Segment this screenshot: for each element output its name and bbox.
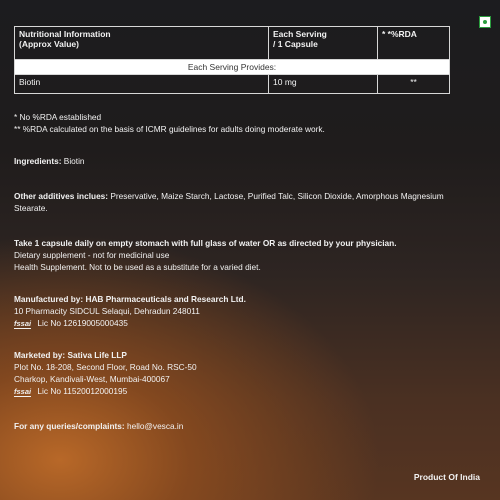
note-icmr: ** %RDA calculated on the basis of ICMR guidelines for adults doing moderate work. bbox=[14, 124, 325, 134]
header-info-line1: Nutritional Information bbox=[19, 29, 111, 39]
fssai-logo-icon: fssai bbox=[14, 319, 32, 328]
table-header-row bbox=[15, 27, 450, 60]
header-serving-line2: / 1 Capsule bbox=[273, 39, 318, 49]
directions-line2: Dietary supplement - not for medicinal use bbox=[14, 250, 170, 260]
manufacturer-address: 10 Pharmacity SIDCUL Selaqui, Dehradun 248011 bbox=[14, 306, 200, 316]
marketer-lic: Lic No 11520012000195 bbox=[37, 386, 128, 396]
additives-line bbox=[14, 190, 454, 214]
nutrient-rda: ** bbox=[378, 75, 450, 94]
veg-symbol-icon bbox=[479, 16, 491, 28]
marketer-license bbox=[14, 385, 127, 397]
note-no-rda: * No %RDA established bbox=[14, 112, 102, 122]
table-subheader: Each Serving Provides: bbox=[15, 60, 450, 75]
manufacturer-label bbox=[14, 293, 246, 305]
manufacturer-license bbox=[14, 317, 128, 329]
manufacturer-lic: Lic No 12619005000435 bbox=[37, 318, 128, 328]
queries-label: For any queries/complaints: bbox=[14, 421, 125, 431]
queries-email[interactable]: hello@vesca.in bbox=[126, 421, 184, 431]
nutrient-name: Biotin bbox=[15, 75, 269, 94]
table-row bbox=[15, 75, 450, 94]
header-rda: * *%RDA bbox=[378, 27, 450, 60]
manufacturer-label-text: Manufactured by: HAB Pharmaceuticals and Research Ltd. bbox=[14, 294, 246, 304]
header-info-line2: (Approx Value) bbox=[19, 39, 79, 49]
marketer-label-text: Marketed by: Sativa Life LLP bbox=[14, 350, 127, 360]
header-info bbox=[15, 27, 269, 60]
directions-dose bbox=[14, 237, 397, 249]
product-origin: Product Of India bbox=[413, 472, 480, 482]
veg-dot bbox=[483, 20, 487, 24]
directions-dose-text: Take 1 capsule daily on empty stomach with full glass of water OR as directed by your physician. bbox=[14, 238, 397, 248]
header-serving-line1: Each Serving bbox=[273, 29, 327, 39]
queries-line bbox=[14, 420, 183, 432]
ingredients-line bbox=[14, 155, 85, 167]
marketer-address1: Plot No. 18-208, Second Floor, Road No. RSC-50 bbox=[14, 362, 197, 372]
fssai-logo-icon: fssai bbox=[14, 387, 32, 396]
nutrition-table bbox=[14, 26, 450, 94]
directions-line3: Health Supplement. Not to be used as a substitute for a varied diet. bbox=[14, 262, 261, 272]
ingredients-label: Ingredients: bbox=[14, 156, 62, 166]
additives-label: Other additives inclues: bbox=[14, 191, 109, 201]
nutrient-amount: 10 mg bbox=[269, 75, 378, 94]
table-subheader-row bbox=[15, 60, 450, 75]
marketer-label bbox=[14, 349, 127, 361]
ingredients-value: Biotin bbox=[63, 156, 85, 166]
additives-value: Preservative, Maize Starch, Lactose, Purified Talc, Silicon Dioxide, Amorphous Magnesium Stearate. bbox=[14, 191, 444, 213]
header-serving bbox=[269, 27, 378, 60]
marketer-address2: Charkop, Kandivali-West, Mumbai-400067 bbox=[14, 374, 170, 384]
